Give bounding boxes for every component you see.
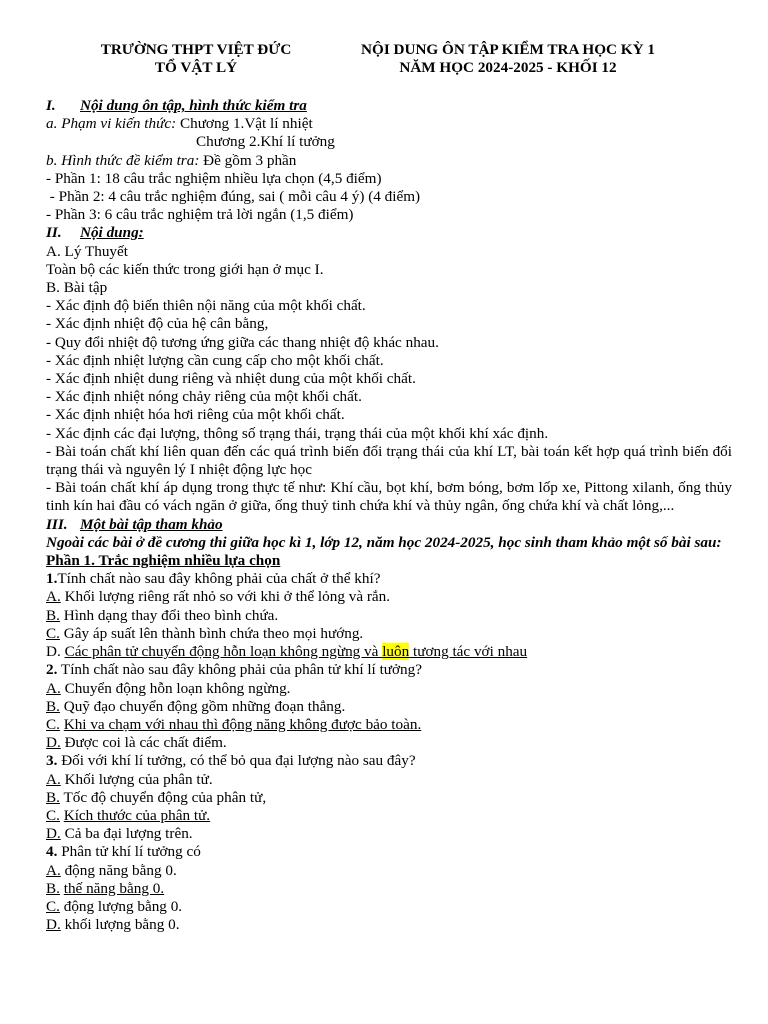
question-3 <box>46 752 732 770</box>
question-text: Tính chất nào sau đây không phải của chất ở thể khí? <box>57 570 381 588</box>
section-title: Nội dung ôn tập, hình thức kiểm tra <box>80 97 307 114</box>
section-title: Một bài tập tham khảo <box>80 515 223 533</box>
option-d <box>46 643 732 661</box>
option-text: Tốc độ chuyển động của phân tử, <box>59 788 267 806</box>
option-text-answer: Kích thước của phân tử. <box>63 806 211 824</box>
document-title: NỘI DUNG ÔN TẬP KIỂM TRA HỌC KỲ 1 <box>361 41 655 58</box>
section-2-heading <box>46 224 732 242</box>
option-d <box>46 916 732 934</box>
scope-chapter-2: Chương 2.Khí lí tưởng <box>196 133 335 151</box>
question-text: Tính chất nào sau đây không phải của phân tử khí lí tưởng? <box>57 661 422 679</box>
option-text: khối lượng bằng 0. <box>60 916 180 934</box>
section-3-intro: Ngoài các bài ở đề cương thi giữa học kì 1, lớp 12, năm học 2024-2025, học sinh tham khảo một số bài sau: <box>46 533 722 551</box>
school-name: TRƯỜNG THPT VIỆT ĐỨC <box>100 41 292 58</box>
exercise-item: - Xác định độ biến thiên nội năng của một khối chất. <box>46 297 366 315</box>
highlighted-word: luôn <box>382 643 410 661</box>
option-c <box>46 625 732 643</box>
option-letter: C. <box>46 897 60 915</box>
scope-chapter-1: Chương 1.Vật lí nhiệt <box>176 115 313 133</box>
option-letter: A. <box>46 588 61 606</box>
option-text: Khối lượng của phân tử. <box>60 770 213 788</box>
part-1-title: Phần 1. Trắc nghiệm nhiều lựa chọn <box>46 552 281 570</box>
exercise-item: - Xác định nhiệt dung riêng và nhiệt dung của một khối chất. <box>46 370 416 388</box>
exercise-item: - Xác định nhiệt lượng cần cung cấp cho một khối chất. <box>46 351 384 369</box>
question-number: 1. <box>46 570 58 588</box>
question-number: 2. <box>46 661 58 679</box>
exercise-item: - Quy đổi nhiệt độ tương ứng giữa các thang nhiệt độ khác nhau. <box>46 333 439 351</box>
option-letter: D. <box>46 643 61 661</box>
option-text: Chuyển động hỗn loạn không ngừng. <box>60 679 291 697</box>
option-text-answer: thế năng bằng 0. <box>63 879 165 897</box>
exercise-item: - Xác định nhiệt nóng chảy riêng của một khối chất. <box>46 388 362 406</box>
option-text: Hình dạng thay đổi theo bình chứa. <box>59 606 279 624</box>
option-text: động lượng bằng 0. <box>59 897 183 915</box>
exercise-item: - Xác định các đại lượng, thông số trạng thái, trạng thái của một khối khí xác định. <box>46 424 549 442</box>
option-letter: C. <box>46 624 60 642</box>
option-a <box>46 862 732 880</box>
option-text: động năng bằng 0. <box>60 861 177 879</box>
section-title: Nội dung: <box>80 224 144 242</box>
exercise-item: - Xác định nhiệt độ của hệ cân bằng, <box>46 315 269 333</box>
question-number: 4. <box>46 843 58 861</box>
option-text: Khối lượng riêng rất nhỏ so với khi ở thể lỏng và rắn. <box>60 588 391 606</box>
option-d <box>46 734 732 752</box>
option-d <box>46 825 732 843</box>
option-text-part: Các phân tử chuyển động hỗn loạn không ngừng và <box>64 643 383 661</box>
exercise-title: B. Bài tập <box>46 279 108 297</box>
header-left <box>80 41 312 77</box>
option-letter: B. <box>46 788 60 806</box>
question-1 <box>46 570 732 588</box>
theory-text: Toàn bộ các kiến thức trong giới hạn ở mục I. <box>46 260 324 278</box>
option-letter: B. <box>46 879 60 897</box>
option-b <box>46 607 732 625</box>
part-1-line: - Phần 1: 18 câu trắc nghiệm nhiều lựa chọn (4,5 điểm) <box>46 169 382 187</box>
option-a <box>46 588 732 606</box>
option-a <box>46 680 732 698</box>
option-c <box>46 716 732 734</box>
option-letter: D. <box>46 916 61 934</box>
option-b <box>46 789 732 807</box>
option-text: Được coi là các chất điểm. <box>60 734 227 752</box>
option-text-answer: Khi va chạm với nhau thì động năng không được bảo toàn. <box>63 715 422 733</box>
option-text: Cả ba đại lượng trên. <box>60 825 193 843</box>
option-letter: A. <box>46 679 61 697</box>
question-2 <box>46 661 732 679</box>
form-line <box>46 152 732 170</box>
form-label: b. Hình thức đề kiểm tra: <box>46 151 200 169</box>
option-letter: B. <box>46 697 60 715</box>
option-letter: C. <box>46 715 60 733</box>
question-text: Đối với khí lí tưởng, có thể bỏ qua đại lượng nào sau đây? <box>57 752 416 770</box>
part-3-line: - Phần 3: 6 câu trắc nghiệm trả lời ngắn (1,5 điểm) <box>46 206 354 224</box>
option-text: Quỹ đạo chuyển động gồm những đoạn thẳng. <box>59 697 346 715</box>
scope-line <box>46 115 732 133</box>
option-b <box>46 698 732 716</box>
section-number: I. <box>46 97 56 114</box>
exercise-item: - Bài toán chất khí áp dụng trong thực tế như: Khí cầu, bọt khí, bơm bóng, bơm lốp xe, Pittong xilanh, ống thủy tinh kín hai đầu có vách ngăn ở giữa, ống thuỷ tinh chứa khí và thủy ngân, ống chứa khí và chất lỏng,... <box>46 479 732 515</box>
option-text-part: tương tác với nhau <box>409 643 528 661</box>
option-c <box>46 898 732 916</box>
exercise-item: - Xác định nhiệt hóa hơi riêng của một khối chất. <box>46 406 345 424</box>
school-year: NĂM HỌC 2024-2025 - KHỐI 12 <box>399 59 617 76</box>
option-letter: B. <box>46 606 60 624</box>
option-a <box>46 771 732 789</box>
theory-title: A. Lý Thuyết <box>46 242 128 260</box>
header-right <box>332 41 684 77</box>
question-number: 3. <box>46 752 58 770</box>
document-body <box>46 97 732 934</box>
part-2-line: - Phần 2: 4 câu trắc nghiệm đúng, sai ( mỗi câu 4 ý) (4 điểm) <box>46 188 421 206</box>
option-text-answer <box>65 643 528 660</box>
option-letter: A. <box>46 861 61 879</box>
question-4 <box>46 843 732 861</box>
exercise-item: - Bài toán chất khí liên quan đến các quá trình biến đổi trạng thái của khí LT, bài toán kết hợp quá trình biến đổi trạng thái và nguyên lý I nhiệt động lực học <box>46 442 732 479</box>
department-name: TỔ VẬT LÝ <box>154 59 238 76</box>
option-letter: A. <box>46 770 61 788</box>
option-letter: D. <box>46 734 61 752</box>
section-1-heading <box>46 97 732 115</box>
option-c <box>46 807 732 825</box>
form-text: Đề gồm 3 phần <box>199 151 297 169</box>
option-b <box>46 880 732 898</box>
section-number: II. <box>46 224 62 242</box>
section-number: III. <box>46 515 68 533</box>
section-3-heading <box>46 516 732 534</box>
scope-label: a. Phạm vi kiến thức: <box>46 115 177 133</box>
option-letter: C. <box>46 806 60 824</box>
question-text: Phân tử khí lí tưởng có <box>57 843 201 861</box>
option-text: Gây áp suất lên thành bình chứa theo mọi hướng. <box>59 624 364 642</box>
option-letter: D. <box>46 825 61 843</box>
